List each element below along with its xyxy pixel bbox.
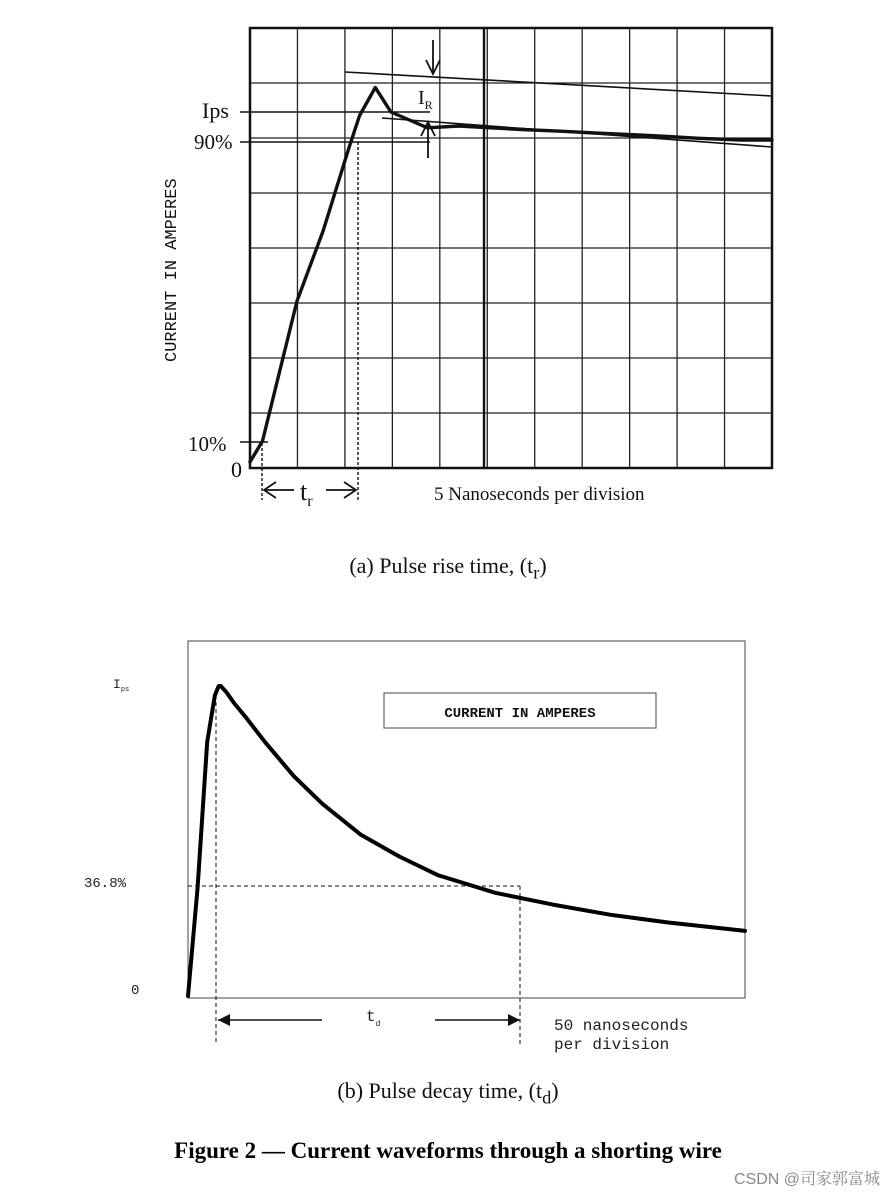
chart-b [0, 620, 896, 1070]
y-tick-90: 90% [194, 130, 233, 154]
ir-label: $I_R$ [418, 87, 433, 112]
figure-title: Figure 2 — Current waveforms through a shorting wire [174, 1138, 722, 1163]
x-axis-label-b-line1: 50 nanoseconds [554, 1017, 689, 1035]
grid-a [250, 28, 772, 468]
caption-a: (a) Pulse rise time, $(t_r)$ [349, 553, 547, 583]
td-label: $t_d$ [366, 1008, 381, 1029]
y-axis-label-a: CURRENT IN AMPERES [163, 178, 182, 362]
x-axis-label-a: 5 Nanoseconds per division [434, 484, 645, 505]
tr-annotation [264, 477, 356, 510]
y-tick-0-b: 0 [131, 983, 140, 999]
envelope-upper-line [345, 72, 772, 96]
chart-a [0, 0, 896, 540]
caption-b: (b) Pulse decay time, $(t_d)$ [337, 1078, 559, 1108]
td-annotation [218, 1008, 520, 1029]
tr-label: $t_r$ [300, 477, 313, 510]
y-tick-10: 10% [188, 432, 227, 456]
legend-label: CURRENT IN AMPERES [444, 706, 596, 722]
x-axis-label-b-line2: per division [554, 1036, 670, 1054]
y-tick-ips-b: $I_{ps}$ [113, 677, 130, 694]
y-tick-368: 36.8% [84, 876, 127, 892]
watermark: CSDN @司家郭富城 [733, 1171, 880, 1188]
ir-annotation [418, 40, 440, 158]
y-tick-ips: Ips [202, 98, 229, 123]
series-line-b [188, 686, 745, 996]
y-tick-0: 0 [231, 457, 242, 482]
series-line-a [250, 88, 772, 463]
